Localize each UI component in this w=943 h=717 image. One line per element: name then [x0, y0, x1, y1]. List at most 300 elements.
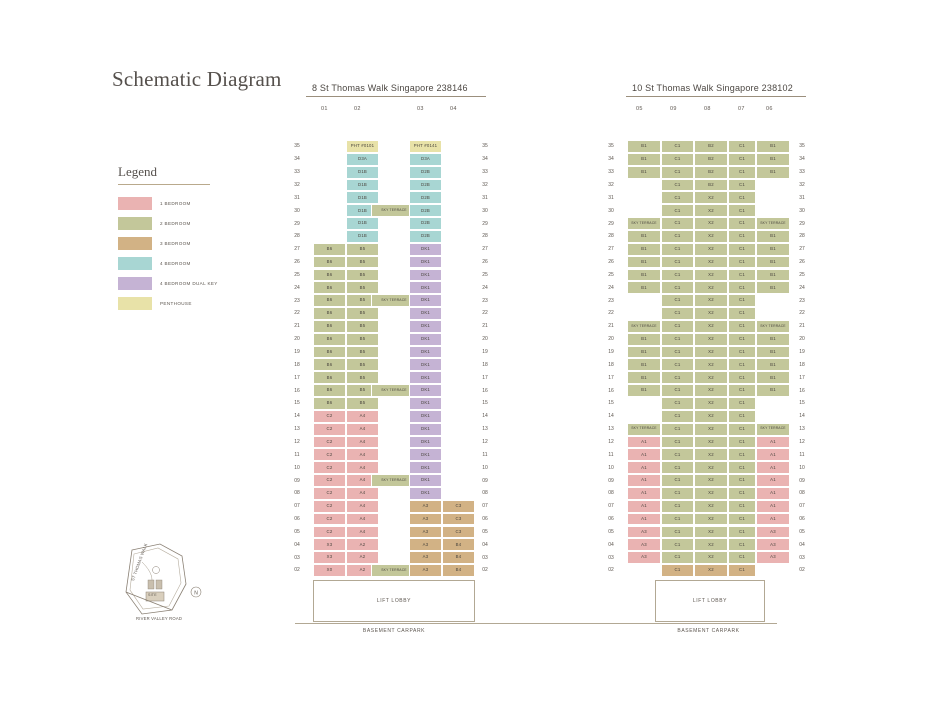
- unit-cell[interactable]: X2: [694, 384, 728, 397]
- unit-cell[interactable]: C1: [661, 423, 694, 436]
- floor-number: 04: [608, 541, 614, 548]
- unit-cell[interactable]: B6: [313, 243, 346, 256]
- unit-cell[interactable]: X2: [694, 448, 728, 461]
- unit-cell[interactable]: B1: [756, 269, 790, 282]
- unit-cell[interactable]: A1: [627, 513, 661, 526]
- unit-cell[interactable]: C1: [661, 166, 694, 179]
- unit-cell[interactable]: DK1: [409, 294, 442, 307]
- unit-cell[interactable]: C1: [728, 474, 756, 487]
- unit-cell[interactable]: C1: [728, 448, 756, 461]
- unit-cell[interactable]: B1: [756, 371, 790, 384]
- unit-cell[interactable]: A2: [346, 564, 379, 577]
- unit-cell[interactable]: A4: [346, 423, 379, 436]
- unit-cell[interactable]: B4: [442, 538, 475, 551]
- sky-terrace-cell[interactable]: SKY TERRACE: [371, 384, 417, 397]
- unit-cell[interactable]: C1: [728, 320, 756, 333]
- floor-number: 10: [608, 464, 614, 471]
- unit-cell[interactable]: B1: [627, 384, 661, 397]
- unit-cell[interactable]: B6: [313, 346, 346, 359]
- floor-number: 14: [799, 413, 805, 420]
- unit-cell[interactable]: B5: [346, 384, 379, 397]
- unit-cell[interactable]: C1: [661, 461, 694, 474]
- unit-cell[interactable]: C1: [661, 179, 694, 192]
- unit-cell[interactable]: C1: [661, 204, 694, 217]
- unit-cell[interactable]: C1: [661, 551, 694, 564]
- unit-cell[interactable]: B5: [346, 307, 379, 320]
- floor-number: 21: [608, 323, 614, 330]
- unit-cell[interactable]: DK1: [409, 320, 442, 333]
- unit-cell[interactable]: C1: [728, 204, 756, 217]
- unit-cell[interactable]: D2B: [409, 179, 442, 192]
- unit-cell[interactable]: DK1: [409, 487, 442, 500]
- unit-cell[interactable]: A4: [346, 436, 379, 449]
- unit-cell[interactable]: X2: [694, 191, 728, 204]
- unit-cell[interactable]: X2: [694, 564, 728, 577]
- unit-cell[interactable]: D2B: [409, 217, 442, 230]
- unit-cell[interactable]: B1: [627, 333, 661, 346]
- unit-cell[interactable]: D1B: [346, 217, 379, 230]
- unit-cell[interactable]: C1: [661, 307, 694, 320]
- unit-cell[interactable]: A4: [346, 410, 379, 423]
- floor-number: 32: [608, 181, 614, 188]
- floor-number: 24: [608, 284, 614, 291]
- unit-cell[interactable]: X2: [694, 500, 728, 513]
- unit-cell[interactable]: C1: [661, 140, 694, 153]
- unit-cell[interactable]: B1: [756, 384, 790, 397]
- unit-cell[interactable]: PHT #0141: [409, 140, 442, 153]
- unit-cell[interactable]: C3: [442, 500, 475, 513]
- unit-cell[interactable]: A4: [346, 474, 379, 487]
- unit-cell[interactable]: B1: [627, 140, 661, 153]
- unit-cell[interactable]: B1: [756, 256, 790, 269]
- unit-cell[interactable]: C1: [661, 256, 694, 269]
- floor-number: 27: [799, 246, 805, 253]
- unit-cell[interactable]: C1: [661, 153, 694, 166]
- unit-cell[interactable]: B5: [346, 320, 379, 333]
- sky-terrace-cell[interactable]: SKY TERRACE: [627, 217, 661, 230]
- floor-number: 08: [294, 490, 300, 497]
- site-map: [112, 540, 232, 630]
- unit-cell[interactable]: X2: [694, 551, 728, 564]
- unit-cell[interactable]: C1: [661, 371, 694, 384]
- unit-cell[interactable]: DK1: [409, 448, 442, 461]
- unit-cell[interactable]: B1: [756, 153, 790, 166]
- unit-cell[interactable]: C1: [728, 371, 756, 384]
- unit-cell[interactable]: B2: [694, 179, 728, 192]
- unit-cell[interactable]: B6: [313, 358, 346, 371]
- unit-cell[interactable]: C1: [728, 153, 756, 166]
- unit-cell[interactable]: X2: [694, 410, 728, 423]
- sky-terrace-cell[interactable]: SKY TERRACE: [371, 564, 417, 577]
- unit-cell[interactable]: X2: [694, 487, 728, 500]
- unit-cell[interactable]: B1: [627, 243, 661, 256]
- unit-cell[interactable]: B1: [756, 140, 790, 153]
- unit-cell[interactable]: C1: [661, 538, 694, 551]
- unit-cell[interactable]: A4: [346, 461, 379, 474]
- unit-cell[interactable]: X2: [694, 346, 728, 359]
- unit-cell[interactable]: C2: [313, 461, 346, 474]
- unit-cell[interactable]: X2: [694, 333, 728, 346]
- unit-cell[interactable]: X2: [694, 513, 728, 526]
- unit-cell[interactable]: D3A: [409, 153, 442, 166]
- unit-cell[interactable]: B4: [442, 551, 475, 564]
- unit-cell[interactable]: DK1: [409, 307, 442, 320]
- unit-cell[interactable]: B1: [756, 281, 790, 294]
- floor-number: 20: [608, 336, 614, 343]
- sky-terrace-cell[interactable]: SKY TERRACE: [371, 294, 417, 307]
- unit-cell[interactable]: B1: [627, 346, 661, 359]
- unit-cell[interactable]: B5: [346, 333, 379, 346]
- unit-cell[interactable]: C1: [661, 269, 694, 282]
- unit-cell[interactable]: D1B: [346, 204, 379, 217]
- unit-cell[interactable]: C1: [661, 500, 694, 513]
- unit-cell[interactable]: A1: [756, 500, 790, 513]
- unit-cell[interactable]: DK1: [409, 243, 442, 256]
- unit-cell[interactable]: C1: [661, 281, 694, 294]
- unit-cell[interactable]: D1B: [346, 166, 379, 179]
- unit-cell[interactable]: X2: [694, 436, 728, 449]
- unit-cell[interactable]: X3: [313, 551, 346, 564]
- sky-terrace-cell[interactable]: SKY TERRACE: [371, 474, 417, 487]
- legend-label: 2 BEDROOM: [160, 221, 191, 226]
- unit-cell[interactable]: C1: [728, 436, 756, 449]
- sky-terrace-cell[interactable]: SKY TERRACE: [756, 320, 790, 333]
- unit-cell[interactable]: B1: [627, 230, 661, 243]
- unit-cell[interactable]: X2: [694, 256, 728, 269]
- unit-cell[interactable]: C2: [313, 423, 346, 436]
- unit-cell[interactable]: C1: [728, 358, 756, 371]
- unit-cell[interactable]: A1: [756, 461, 790, 474]
- unit-cell[interactable]: A1: [627, 461, 661, 474]
- unit-cell[interactable]: X2: [694, 294, 728, 307]
- unit-cell[interactable]: X2: [694, 217, 728, 230]
- unit-cell[interactable]: A3: [756, 551, 790, 564]
- unit-cell[interactable]: A1: [627, 500, 661, 513]
- unit-cell[interactable]: C1: [728, 500, 756, 513]
- unit-cell[interactable]: B1: [756, 346, 790, 359]
- floor-number: 18: [799, 361, 805, 368]
- unit-cell[interactable]: B1: [756, 166, 790, 179]
- unit-cell[interactable]: B6: [313, 384, 346, 397]
- unit-cell[interactable]: B5: [346, 294, 379, 307]
- unit-cell[interactable]: B6: [313, 371, 346, 384]
- unit-cell[interactable]: B5: [346, 397, 379, 410]
- unit-cell[interactable]: C1: [728, 551, 756, 564]
- unit-cell[interactable]: C1: [728, 140, 756, 153]
- unit-cell[interactable]: B6: [313, 397, 346, 410]
- unit-cell[interactable]: D2B: [409, 230, 442, 243]
- unit-cell[interactable]: B1: [756, 333, 790, 346]
- unit-cell[interactable]: X2: [694, 204, 728, 217]
- unit-cell[interactable]: A1: [756, 448, 790, 461]
- unit-cell[interactable]: A2: [346, 551, 379, 564]
- unit-cell[interactable]: A1: [627, 487, 661, 500]
- unit-cell[interactable]: C2: [313, 448, 346, 461]
- unit-cell[interactable]: B1: [756, 230, 790, 243]
- unit-cell[interactable]: C2: [313, 526, 346, 539]
- unit-cell[interactable]: C1: [661, 487, 694, 500]
- floor-number: 17: [294, 374, 300, 381]
- unit-cell[interactable]: DK1: [409, 436, 442, 449]
- unit-cell[interactable]: B6: [313, 307, 346, 320]
- unit-cell[interactable]: X0: [313, 564, 346, 577]
- floor-number: 06: [294, 516, 300, 523]
- unit-cell[interactable]: C1: [661, 474, 694, 487]
- unit-cell[interactable]: A3: [409, 551, 442, 564]
- unit-cell[interactable]: DK1: [409, 256, 442, 269]
- unit-cell[interactable]: C2: [313, 436, 346, 449]
- unit-cell[interactable]: D2B: [409, 166, 442, 179]
- unit-cell[interactable]: C1: [728, 526, 756, 539]
- unit-cell[interactable]: C1: [728, 410, 756, 423]
- unit-cell[interactable]: A3: [409, 564, 442, 577]
- unit-cell[interactable]: X3: [313, 538, 346, 551]
- unit-cell[interactable]: X2: [694, 461, 728, 474]
- unit-cell[interactable]: X2: [694, 423, 728, 436]
- unit-cell[interactable]: C1: [728, 384, 756, 397]
- floor-number: 21: [482, 323, 488, 330]
- floor-number: 16: [799, 387, 805, 394]
- stack-number: 09: [670, 106, 677, 112]
- unit-cell[interactable]: A3: [409, 526, 442, 539]
- floor-number: 26: [799, 259, 805, 266]
- floor-number: 02: [608, 567, 614, 574]
- unit-cell[interactable]: C1: [728, 217, 756, 230]
- unit-cell[interactable]: B6: [313, 281, 346, 294]
- unit-cell[interactable]: C1: [728, 281, 756, 294]
- unit-cell[interactable]: X2: [694, 526, 728, 539]
- unit-cell[interactable]: B1: [627, 358, 661, 371]
- unit-cell[interactable]: A4: [346, 448, 379, 461]
- unit-cell[interactable]: B5: [346, 243, 379, 256]
- unit-cell[interactable]: A3: [756, 538, 790, 551]
- unit-cell[interactable]: C1: [728, 230, 756, 243]
- unit-cell[interactable]: DK1: [409, 474, 442, 487]
- unit-cell[interactable]: B6: [313, 333, 346, 346]
- unit-cell[interactable]: DK1: [409, 410, 442, 423]
- unit-cell[interactable]: B6: [313, 256, 346, 269]
- unit-cell[interactable]: C1: [728, 294, 756, 307]
- floor-number: 33: [608, 169, 614, 176]
- unit-cell[interactable]: A1: [627, 448, 661, 461]
- unit-cell[interactable]: C1: [661, 333, 694, 346]
- unit-cell[interactable]: A2: [346, 538, 379, 551]
- unit-cell[interactable]: A4: [346, 526, 379, 539]
- unit-cell[interactable]: B6: [313, 269, 346, 282]
- unit-cell[interactable]: X2: [694, 474, 728, 487]
- unit-cell[interactable]: X2: [694, 269, 728, 282]
- unit-cell[interactable]: C1: [728, 513, 756, 526]
- sky-terrace-cell[interactable]: SKY TERRACE: [627, 320, 661, 333]
- unit-cell[interactable]: C1: [661, 294, 694, 307]
- unit-cell[interactable]: C1: [661, 320, 694, 333]
- unit-cell[interactable]: DK1: [409, 461, 442, 474]
- unit-cell[interactable]: A3: [627, 526, 661, 539]
- unit-cell[interactable]: C1: [728, 166, 756, 179]
- unit-cell[interactable]: A1: [756, 436, 790, 449]
- unit-cell[interactable]: C1: [728, 538, 756, 551]
- floor-number: 24: [294, 284, 300, 291]
- unit-cell[interactable]: C1: [728, 307, 756, 320]
- unit-cell[interactable]: C1: [728, 243, 756, 256]
- unit-cell[interactable]: A3: [756, 526, 790, 539]
- unit-cell[interactable]: C1: [728, 564, 756, 577]
- unit-cell[interactable]: A1: [627, 436, 661, 449]
- unit-cell[interactable]: B6: [313, 294, 346, 307]
- unit-cell[interactable]: X2: [694, 307, 728, 320]
- unit-cell[interactable]: DK1: [409, 281, 442, 294]
- unit-cell[interactable]: A4: [346, 513, 379, 526]
- unit-cell[interactable]: C1: [661, 436, 694, 449]
- unit-cell[interactable]: DK1: [409, 269, 442, 282]
- sky-terrace-cell[interactable]: SKY TERRACE: [756, 217, 790, 230]
- unit-cell[interactable]: A3: [409, 513, 442, 526]
- unit-cell[interactable]: C1: [661, 191, 694, 204]
- floor-number: 19: [294, 349, 300, 356]
- unit-cell[interactable]: B2: [694, 166, 728, 179]
- unit-cell[interactable]: B6: [313, 320, 346, 333]
- unit-cell[interactable]: C1: [661, 448, 694, 461]
- unit-cell[interactable]: DK1: [409, 333, 442, 346]
- unit-cell[interactable]: C1: [661, 410, 694, 423]
- floor-number: 03: [799, 554, 805, 561]
- unit-cell[interactable]: DK1: [409, 384, 442, 397]
- unit-cell[interactable]: DK1: [409, 346, 442, 359]
- unit-cell[interactable]: D2B: [409, 191, 442, 204]
- unit-cell[interactable]: A1: [756, 474, 790, 487]
- unit-cell[interactable]: C1: [728, 397, 756, 410]
- unit-cell[interactable]: B5: [346, 346, 379, 359]
- unit-cell[interactable]: C3: [442, 526, 475, 539]
- unit-cell[interactable]: B1: [756, 358, 790, 371]
- unit-cell[interactable]: C1: [728, 346, 756, 359]
- unit-cell[interactable]: X2: [694, 281, 728, 294]
- unit-cell[interactable]: C3: [442, 513, 475, 526]
- floor-number: 23: [608, 297, 614, 304]
- unit-cell[interactable]: B5: [346, 281, 379, 294]
- unit-cell[interactable]: X2: [694, 397, 728, 410]
- floor-number: 15: [799, 400, 805, 407]
- sky-terrace-cell[interactable]: SKY TERRACE: [371, 204, 417, 217]
- unit-cell[interactable]: A3: [409, 500, 442, 513]
- unit-cell[interactable]: C1: [728, 423, 756, 436]
- legend-label: 1 BEDROOM: [160, 201, 191, 206]
- unit-cell[interactable]: A1: [627, 474, 661, 487]
- unit-cell[interactable]: B5: [346, 358, 379, 371]
- unit-cell[interactable]: C1: [728, 487, 756, 500]
- unit-cell[interactable]: B1: [756, 243, 790, 256]
- unit-cell[interactable]: A1: [756, 487, 790, 500]
- unit-cell[interactable]: C1: [728, 191, 756, 204]
- unit-cell[interactable]: C1: [728, 256, 756, 269]
- unit-cell[interactable]: A3: [627, 538, 661, 551]
- unit-cell[interactable]: A4: [346, 500, 379, 513]
- unit-cell[interactable]: DK1: [409, 371, 442, 384]
- street-label: ST THOMAS WALK: [130, 542, 149, 582]
- unit-cell[interactable]: C1: [661, 217, 694, 230]
- unit-cell[interactable]: D3A: [346, 153, 379, 166]
- floor-number: 34: [799, 156, 805, 163]
- unit-cell[interactable]: DK1: [409, 397, 442, 410]
- legend-label: 4 BEDROOM DUAL KEY: [160, 281, 218, 286]
- unit-cell[interactable]: C1: [661, 513, 694, 526]
- unit-cell[interactable]: B1: [627, 269, 661, 282]
- unit-cell[interactable]: C2: [313, 487, 346, 500]
- unit-cell[interactable]: X2: [694, 538, 728, 551]
- unit-cell[interactable]: X2: [694, 243, 728, 256]
- unit-cell[interactable]: B1: [627, 371, 661, 384]
- unit-cell[interactable]: D2B: [409, 204, 442, 217]
- legend-divider: [118, 184, 210, 185]
- unit-cell[interactable]: D1B: [346, 191, 379, 204]
- floor-number: 31: [608, 194, 614, 201]
- unit-cell[interactable]: C2: [313, 474, 346, 487]
- unit-cell[interactable]: B1: [627, 281, 661, 294]
- floor-number: 17: [482, 374, 488, 381]
- unit-cell[interactable]: PHT #0101: [346, 140, 379, 153]
- floor-number: 14: [294, 413, 300, 420]
- floor-number: 15: [294, 400, 300, 407]
- floor-number: 12: [482, 438, 488, 445]
- unit-cell[interactable]: B1: [627, 256, 661, 269]
- unit-cell[interactable]: C2: [313, 500, 346, 513]
- legend-item: [118, 214, 248, 233]
- unit-cell[interactable]: C1: [661, 397, 694, 410]
- unit-cell[interactable]: X2: [694, 358, 728, 371]
- unit-cell[interactable]: A4: [346, 487, 379, 500]
- floor-number: 24: [799, 284, 805, 291]
- unit-cell[interactable]: B1: [627, 166, 661, 179]
- unit-cell[interactable]: C2: [313, 410, 346, 423]
- unit-cell[interactable]: C1: [728, 179, 756, 192]
- unit-cell[interactable]: C1: [661, 243, 694, 256]
- unit-cell[interactable]: A1: [756, 513, 790, 526]
- floor-number: 30: [294, 207, 300, 214]
- unit-cell[interactable]: C1: [661, 358, 694, 371]
- unit-cell[interactable]: C1: [728, 269, 756, 282]
- unit-cell[interactable]: C1: [728, 461, 756, 474]
- unit-cell[interactable]: DK1: [409, 358, 442, 371]
- unit-cell[interactable]: B5: [346, 256, 379, 269]
- sky-terrace-cell[interactable]: SKY TERRACE: [627, 423, 661, 436]
- unit-cell[interactable]: C2: [313, 513, 346, 526]
- unit-cell[interactable]: D1B: [346, 179, 379, 192]
- unit-cell[interactable]: C1: [661, 384, 694, 397]
- unit-cell[interactable]: X2: [694, 371, 728, 384]
- unit-cell[interactable]: C1: [661, 564, 694, 577]
- unit-cell[interactable]: B5: [346, 269, 379, 282]
- unit-cell[interactable]: B2: [694, 153, 728, 166]
- unit-cell[interactable]: X2: [694, 230, 728, 243]
- unit-cell[interactable]: X2: [694, 320, 728, 333]
- unit-cell[interactable]: C1: [661, 526, 694, 539]
- unit-cell[interactable]: C1: [661, 230, 694, 243]
- unit-cell[interactable]: B2: [694, 140, 728, 153]
- floor-number: 07: [482, 503, 488, 510]
- unit-cell[interactable]: D1B: [346, 230, 379, 243]
- legend-item: [118, 194, 248, 213]
- unit-cell[interactable]: DK1: [409, 423, 442, 436]
- unit-cell[interactable]: A3: [627, 551, 661, 564]
- unit-cell[interactable]: C1: [728, 333, 756, 346]
- unit-cell[interactable]: A3: [409, 538, 442, 551]
- unit-cell[interactable]: C1: [661, 346, 694, 359]
- floor-number: 02: [294, 567, 300, 574]
- unit-cell[interactable]: B4: [442, 564, 475, 577]
- unit-cell[interactable]: B1: [627, 153, 661, 166]
- unit-cell[interactable]: B5: [346, 371, 379, 384]
- sky-terrace-cell[interactable]: SKY TERRACE: [756, 423, 790, 436]
